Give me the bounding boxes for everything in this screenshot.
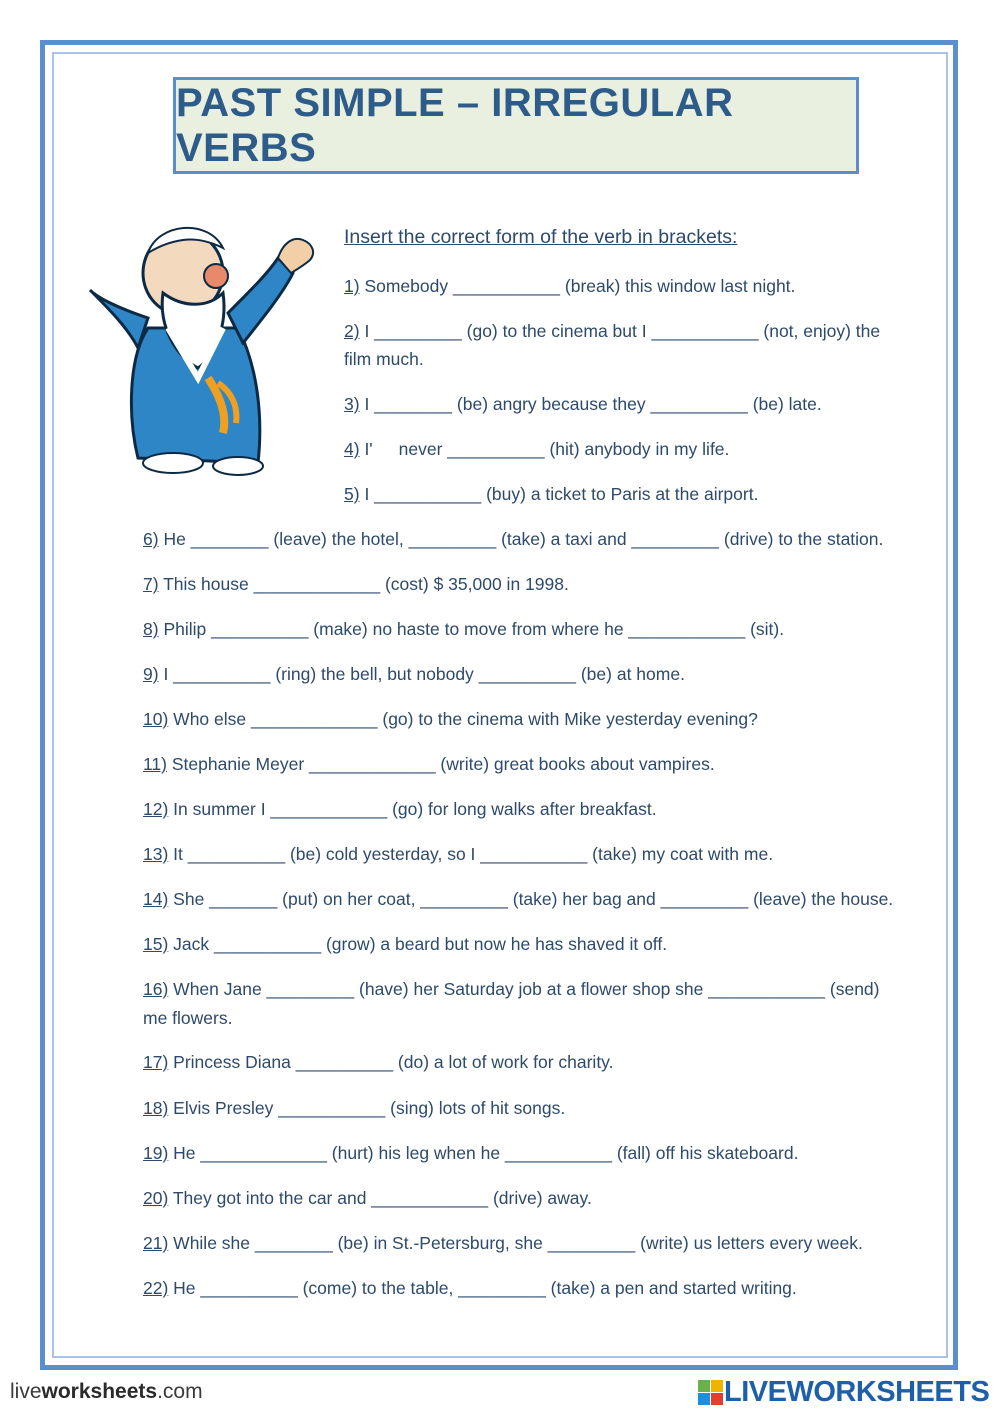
instruction-text: Insert the correct form of the verb in brackets: xyxy=(344,226,738,248)
item-text: never xyxy=(398,439,448,459)
exercise-item-4 xyxy=(344,435,729,463)
answer-blank[interactable]: ___________ xyxy=(374,484,482,504)
item-text: He __________ (come) to the table, _________ (take) a pen and started writing. xyxy=(173,1278,797,1298)
item-text: He ________ (leave) the hotel, _________ (take) a taxi and _________ (drive) to the station. xyxy=(163,529,884,549)
item-text: They got into the car and ____________ (drive) away. xyxy=(172,1188,592,1208)
item-text: Princess Diana __________ (do) a lot of work for charity. xyxy=(173,1052,614,1072)
item-text: I' xyxy=(364,439,373,459)
item-number: 5) xyxy=(344,484,360,504)
item-number: 2) xyxy=(344,321,360,341)
answer-blank[interactable]: __________ xyxy=(650,394,748,414)
item-text: I __________ (ring) the bell, but nobody __________ (be) at home. xyxy=(163,664,685,684)
item-number: 12) xyxy=(143,799,169,819)
item-text: He _____________ (hurt) his leg when he ___________ (fall) off his skateboard. xyxy=(173,1143,799,1163)
exercise-item-14[interactable] xyxy=(143,885,893,913)
answer-blank[interactable]: ___________ xyxy=(651,321,759,341)
footer-site-link[interactable] xyxy=(10,1380,203,1404)
page-title: PAST SIMPLE – IRREGULAR VERBS xyxy=(176,80,734,170)
item-number: 16) xyxy=(143,979,169,999)
item-number: 11) xyxy=(143,754,167,774)
item-number: 13) xyxy=(143,844,169,864)
item-number: 8) xyxy=(143,619,159,639)
item-number: 20) xyxy=(143,1188,169,1208)
exercise-item-16-continued: me flowers. xyxy=(143,1008,233,1028)
item-text: I xyxy=(364,484,375,504)
item-number: 18) xyxy=(143,1098,169,1118)
item-text: It __________ (be) cold yesterday, so I ___________ (take) my coat with me. xyxy=(173,844,774,864)
answer-blank[interactable]: _________ xyxy=(374,321,462,341)
footer-prefix: live xyxy=(10,1380,42,1403)
item-text: Elvis Presley ___________ (sing) lots of hit songs. xyxy=(173,1098,566,1118)
item-text: (be) angry because they xyxy=(452,394,651,414)
exercise-item-10[interactable] xyxy=(143,705,758,733)
item-text: This house _____________ (cost) $ 35,000 in 1998. xyxy=(163,574,569,594)
item-number: 10) xyxy=(143,709,169,729)
item-text: Who else _____________ (go) to the cinema with Mike yesterday evening? xyxy=(173,709,758,729)
exercise-item-2-continued: film much. xyxy=(344,349,424,369)
exercise-item-5 xyxy=(344,480,758,508)
item-number: 19) xyxy=(143,1143,169,1163)
answer-blank[interactable]: ___________ xyxy=(452,276,561,296)
exercise-item-17[interactable] xyxy=(143,1048,614,1076)
item-number: 21) xyxy=(143,1233,169,1253)
item-text: Stephanie Meyer _____________ (write) great books about vampires. xyxy=(171,754,715,774)
item-number: 7) xyxy=(143,574,159,594)
item-text: (go) to the cinema but I xyxy=(461,321,652,341)
item-text: She _______ (put) on her coat, _________ (take) her bag and _________ (leave) the house. xyxy=(173,889,894,909)
exercise-item-12[interactable] xyxy=(143,795,657,823)
answer-blank[interactable]: __________ xyxy=(447,439,545,459)
item-text: Jack ___________ (grow) a beard but now he has shaved it off. xyxy=(173,934,668,954)
item-text: (not, enjoy) the xyxy=(758,321,881,341)
item-number: 14) xyxy=(143,889,169,909)
item-text: Philip __________ (make) no haste to move from where he ____________ (sit). xyxy=(163,619,785,639)
item-text: In summer I ____________ (go) for long walks after breakfast. xyxy=(173,799,657,819)
item-text: Somebody xyxy=(364,276,453,296)
exercise-item-8[interactable] xyxy=(143,615,784,643)
exercise-item-15[interactable] xyxy=(143,930,667,958)
footer-bold: worksheets xyxy=(41,1380,158,1403)
item-text: When Jane _________ (have) her Saturday job at a flower shop she ____________ (send) xyxy=(173,979,880,999)
item-text: (hit) anybody in my life. xyxy=(544,439,730,459)
exercise-item-13[interactable] xyxy=(143,840,773,868)
exercise-item-22[interactable] xyxy=(143,1274,797,1302)
liveworksheets-logo-icon xyxy=(698,1380,724,1406)
exercise-item-19[interactable] xyxy=(143,1139,798,1167)
footer-brand-text: LIVEWORKSHEETS xyxy=(724,1376,990,1408)
exercise-item-21[interactable] xyxy=(143,1229,863,1257)
item-text: I xyxy=(364,394,375,414)
item-number: 15) xyxy=(143,934,169,954)
exercise-item-1 xyxy=(344,272,795,300)
wise-man-illustration xyxy=(88,218,328,480)
exercise-item-20[interactable] xyxy=(143,1184,592,1212)
item-number: 17) xyxy=(143,1052,169,1072)
item-number: 9) xyxy=(143,664,159,684)
exercise-item-7[interactable] xyxy=(143,570,569,598)
title-box xyxy=(173,77,859,174)
exercise-item-3 xyxy=(344,390,822,418)
item-text: (break) this window last night. xyxy=(560,276,796,296)
footer-brand-logo[interactable] xyxy=(698,1376,989,1409)
exercise-item-18[interactable] xyxy=(143,1094,565,1122)
item-number: 4) xyxy=(344,439,360,459)
item-text: (be) late. xyxy=(747,394,822,414)
answer-blank[interactable]: ________ xyxy=(374,394,453,414)
item-text: While she ________ (be) in St.-Petersburg, she _________ (write) us letters every week. xyxy=(173,1233,863,1253)
item-number: 1) xyxy=(344,276,360,296)
footer-suffix: .com xyxy=(157,1380,203,1403)
exercise-item-2 xyxy=(344,317,880,345)
exercise-item-16[interactable] xyxy=(143,975,880,1003)
exercise-item-9[interactable] xyxy=(143,660,685,688)
item-text: I xyxy=(364,321,375,341)
item-number: 6) xyxy=(143,529,159,549)
item-text: (buy) a ticket to Paris at the airport. xyxy=(481,484,759,504)
exercise-item-6[interactable] xyxy=(143,525,883,553)
item-number: 22) xyxy=(143,1278,169,1298)
item-number: 3) xyxy=(344,394,360,414)
exercise-item-11[interactable] xyxy=(143,750,715,778)
